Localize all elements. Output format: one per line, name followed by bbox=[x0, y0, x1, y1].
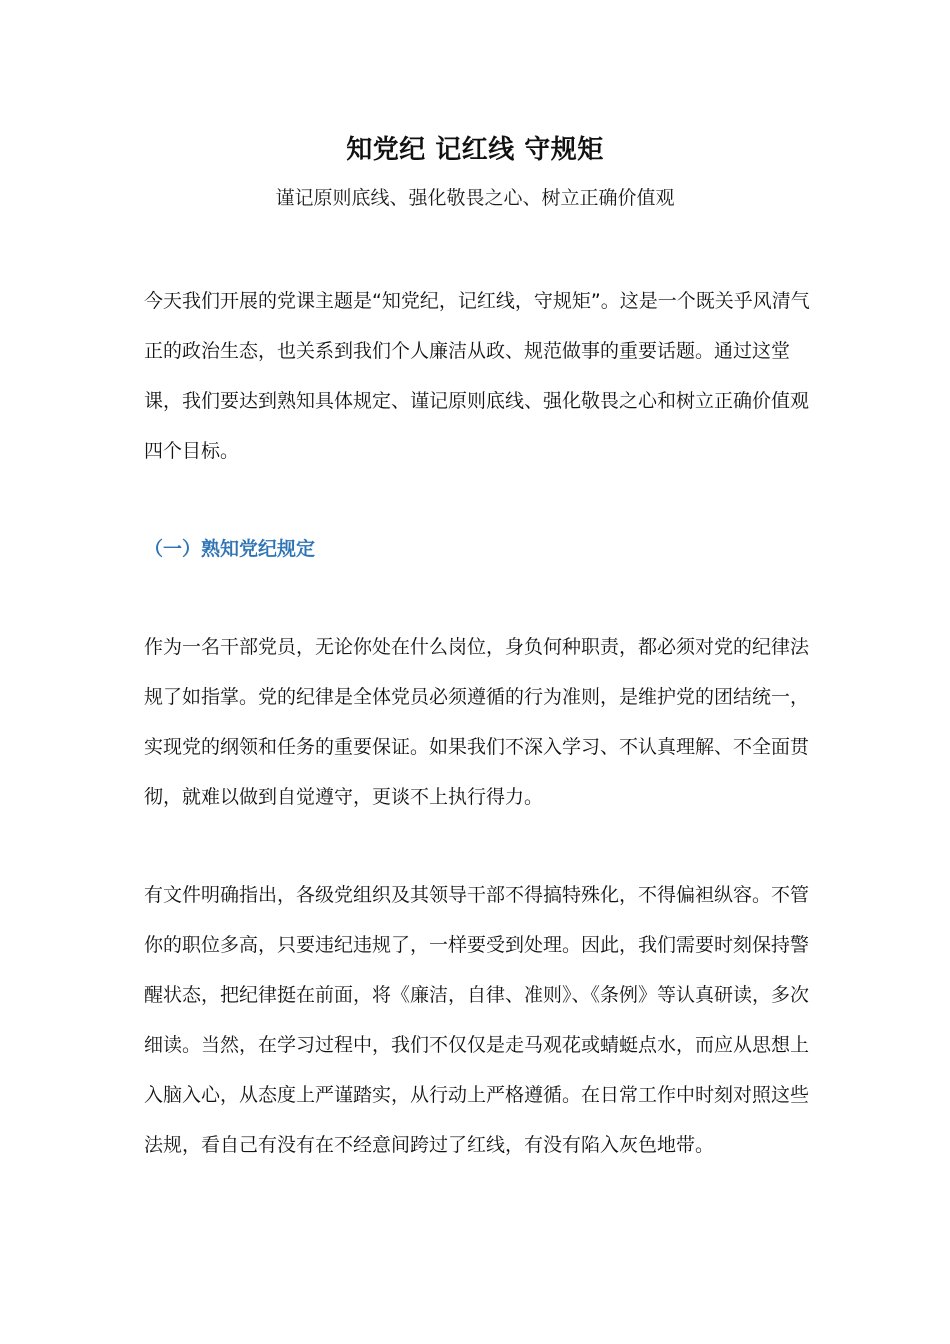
intro-paragraph: 今天我们开展的党课主题是“知党纪，记红线，守规矩”。这是一个既关乎风清气正的政治生态，也关系到我们个人廉洁从政、规范做事的重要话题。通过这堂课，我们要达到熟知具体规定、谨记原则底线、强化敬畏之心和树立正确价值观四个目标。 bbox=[144, 290, 810, 462]
document-subtitle: 谨记原则底线、强化敬畏之心、树立正确价值观 bbox=[275, 187, 675, 209]
document-title: 知党纪 记红线 守规矩 bbox=[346, 135, 604, 165]
body-paragraph-2: 有文件明确指出，各级党组织及其领导干部不得搞特殊化，不得偏袒纵容。不管你的职位多高，只要违纪违规了，一样要受到处理。因此，我们需要时刻保持警醒状态，把纪律挺在前面，将《廉洁，自律、准则》、《条例》等认真研读，多次细读。当然，在学习过程中，我们不仅仅是走马观花或蜻蜓点水，而应从思想上入脑入心，从态度上严谨踏实，从行动上严格遵循。在日常工作中时刻对照这些法规，看自己有没有在不经意间跨过了红线，有没有陷入灰色地带。 bbox=[144, 884, 810, 1156]
section-heading: （一）熟知党纪规定 bbox=[144, 538, 316, 560]
body-paragraph-1: 作为一名干部党员，无论你处在什么岗位，身负何种职责，都必须对党的纪律法规了如指掌。党的纪律是全体党员必须遵循的行为准则，是维护党的团结统一，实现党的纲领和任务的重要保证。如果我们不深入学习、不认真理解、不全面贯彻，就难以做到自觉遵守，更谈不上执行得力。 bbox=[144, 636, 810, 808]
